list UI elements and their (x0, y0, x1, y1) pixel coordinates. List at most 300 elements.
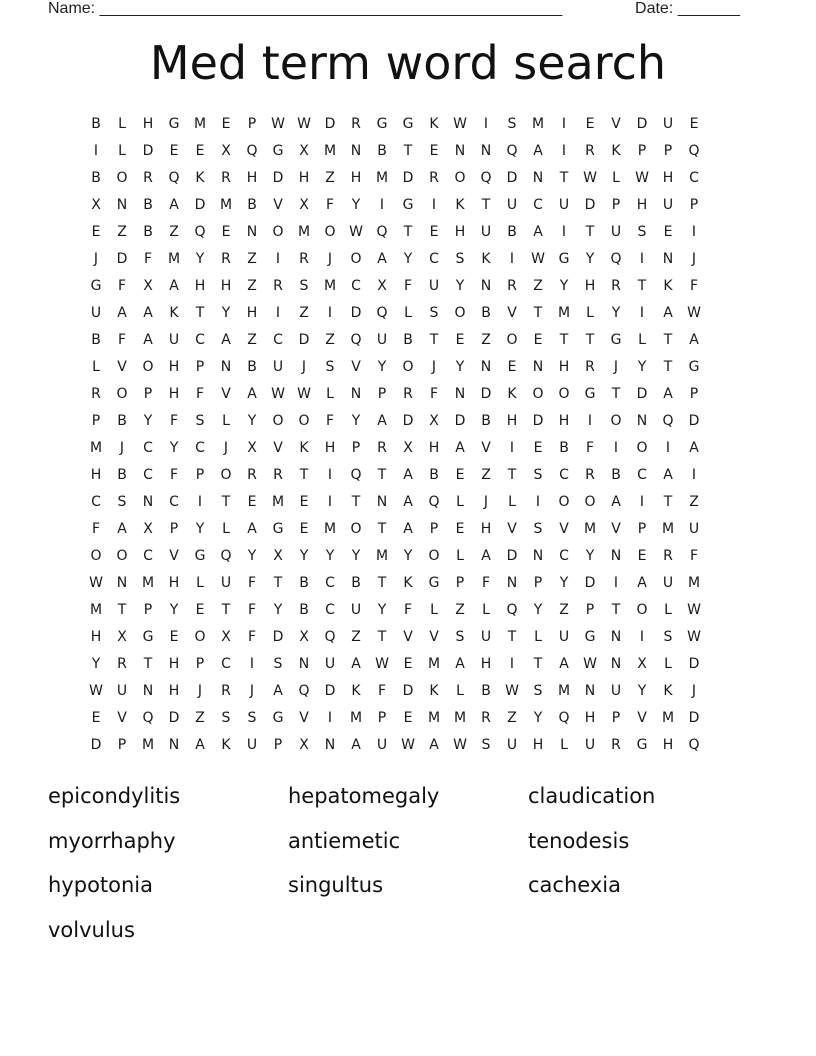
grid-letter: X (637, 656, 647, 672)
grid-letter: K (403, 575, 413, 591)
grid-letter: E (455, 521, 465, 537)
grid-letter: N (350, 386, 362, 402)
word-list-item: hepatomegaly (288, 784, 440, 808)
grid-letter: Y (195, 521, 205, 537)
grid-letter: P (169, 521, 179, 537)
grid-letter: R (663, 548, 673, 564)
grid-letter: N (324, 737, 336, 753)
grid-letter: R (611, 278, 621, 294)
grid-letter: N (480, 278, 492, 294)
grid-letter: O (350, 521, 362, 537)
grid-letter: T (377, 521, 387, 537)
grid-letter: P (377, 710, 387, 726)
grid-letter: I (249, 656, 255, 672)
grid-letter: J (197, 683, 203, 699)
grid-letter: U (610, 683, 622, 699)
grid-letter: H (90, 467, 102, 483)
grid-letter: V (559, 521, 569, 537)
grid-letter: I (561, 143, 567, 159)
grid-letter: Q (246, 143, 258, 159)
grid-letter: R (585, 467, 595, 483)
grid-letter: Q (610, 251, 622, 267)
grid-letter: P (637, 143, 647, 159)
grid-letter: Q (376, 224, 388, 240)
grid-letter: P (143, 386, 153, 402)
grid-letter: X (117, 629, 127, 645)
grid-letter: J (93, 251, 99, 267)
grid-letter: T (533, 305, 543, 321)
grid-letter: Y (377, 359, 387, 375)
grid-letter: P (585, 602, 595, 618)
grid-letter: E (455, 332, 465, 348)
grid-letter: X (143, 278, 153, 294)
grid-letter: B (481, 683, 491, 699)
grid-letter: O (636, 602, 648, 618)
grid-letter: A (273, 683, 283, 699)
grid-letter: L (560, 737, 568, 753)
grid-letter: P (429, 521, 439, 537)
grid-letter: P (195, 656, 205, 672)
grid-letter: A (429, 737, 439, 753)
grid-row (83, 516, 733, 543)
grid-letter: Y (247, 548, 257, 564)
grid-letter: D (532, 413, 544, 429)
name-field-label: Name: ____________________________________________________ (48, 0, 563, 17)
grid-letter: V (169, 548, 179, 564)
grid-letter: I (431, 197, 437, 213)
grid-letter: H (584, 710, 596, 726)
grid-letter: A (247, 386, 257, 402)
grid-letter: X (247, 440, 257, 456)
word-list-item: antiemetic (288, 828, 401, 853)
grid-letter: L (664, 602, 672, 618)
grid-letter: Q (480, 170, 492, 186)
grid-letter: O (428, 548, 440, 564)
grid-letter: V (221, 386, 231, 402)
grid-letter: I (379, 197, 385, 213)
grid-letter: K (169, 305, 179, 321)
grid-letter: C (637, 467, 647, 483)
grid-row (83, 192, 733, 219)
grid-letter: A (195, 737, 205, 753)
grid-letter: G (272, 710, 284, 726)
grid-letter: P (143, 602, 153, 618)
grid-letter: R (481, 710, 491, 726)
grid-letter: V (117, 359, 127, 375)
grid-letter: Y (637, 683, 647, 699)
grid-letter: H (480, 656, 492, 672)
grid-row (83, 219, 733, 246)
grid-letter: N (532, 548, 544, 564)
grid-letter: L (456, 548, 464, 564)
grid-letter: W (297, 116, 311, 132)
grid-letter: F (247, 602, 257, 618)
grid-letter: Y (533, 710, 543, 726)
word-list-item: myorrhaphy (48, 828, 176, 853)
grid-letter: H (168, 575, 180, 591)
grid-letter: S (533, 683, 543, 699)
grid-letter: M (349, 710, 363, 726)
grid-letter: G (610, 332, 622, 348)
grid-letter: W (89, 575, 103, 591)
grid-letter: D (506, 170, 518, 186)
grid-letter: Q (376, 305, 388, 321)
grid-letter: M (297, 224, 311, 240)
grid-letter: D (480, 386, 492, 402)
grid-letter: G (194, 548, 206, 564)
grid-letter: E (221, 224, 231, 240)
grid-letter: I (327, 305, 333, 321)
letter-grid (83, 111, 733, 759)
grid-letter: V (429, 629, 439, 645)
grid-letter: E (169, 629, 179, 645)
grid-letter: N (142, 683, 154, 699)
grid-letter: M (531, 116, 545, 132)
grid-letter: Y (585, 251, 595, 267)
grid-letter: T (663, 332, 673, 348)
grid-letter: D (688, 656, 700, 672)
grid-letter: B (559, 440, 569, 456)
grid-letter: O (584, 494, 596, 510)
grid-letter: S (455, 629, 465, 645)
grid-letter: L (612, 170, 620, 186)
grid-letter: I (535, 494, 541, 510)
grid-letter: T (611, 602, 621, 618)
grid-letter: Z (325, 332, 335, 348)
grid-letter: T (507, 467, 517, 483)
grid-letter: J (613, 359, 619, 375)
grid-letter: U (688, 521, 700, 537)
grid-letter: A (559, 656, 569, 672)
word-list-item: singultus (288, 873, 384, 897)
grid-letter: W (453, 737, 467, 753)
grid-letter: E (195, 602, 205, 618)
grid-letter: A (377, 413, 387, 429)
grid-letter: F (91, 521, 101, 537)
grid-letter: P (689, 197, 699, 213)
grid-letter: Q (350, 467, 362, 483)
grid-letter: E (299, 521, 309, 537)
grid-letter: N (610, 656, 622, 672)
grid-letter: S (429, 305, 439, 321)
grid-letter: Q (428, 494, 440, 510)
grid-letter: R (429, 170, 439, 186)
grid-letter: U (90, 305, 102, 321)
grid-letter: D (636, 386, 648, 402)
grid-letter: F (689, 548, 699, 564)
grid-letter: U (662, 116, 674, 132)
grid-row (83, 732, 733, 759)
grid-letter: T (377, 629, 387, 645)
grid-letter: B (247, 359, 257, 375)
grid-letter: T (585, 332, 595, 348)
grid-letter: T (663, 494, 673, 510)
grid-letter: V (481, 440, 491, 456)
grid-letter: A (455, 656, 465, 672)
grid-letter: E (403, 710, 413, 726)
word-list-item: cachexia (528, 873, 621, 897)
grid-letter: I (613, 440, 619, 456)
grid-letter: Z (195, 710, 205, 726)
grid-letter: M (375, 548, 389, 564)
grid-letter: Y (455, 359, 465, 375)
grid-letter: G (558, 251, 570, 267)
grid-letter: P (377, 386, 387, 402)
grid-letter: W (271, 116, 285, 132)
grid-letter: M (661, 710, 675, 726)
grid-letter: H (168, 683, 180, 699)
grid-letter: S (273, 656, 283, 672)
grid-letter: W (687, 602, 701, 618)
grid-letter: M (167, 251, 181, 267)
grid-letter: U (350, 602, 362, 618)
grid-letter: Z (247, 278, 257, 294)
grid-letter: X (91, 197, 101, 213)
grid-letter: B (91, 116, 101, 132)
grid-letter: V (273, 197, 283, 213)
grid-letter: Z (325, 170, 335, 186)
grid-letter: L (534, 629, 542, 645)
grid-letter: E (403, 656, 413, 672)
grid-letter: V (507, 305, 517, 321)
grid-letter: O (116, 386, 128, 402)
grid-letter: R (273, 467, 283, 483)
grid-letter: N (506, 575, 518, 591)
grid-letter: U (506, 197, 518, 213)
grid-letter: D (584, 197, 596, 213)
grid-letter: M (661, 521, 675, 537)
grid-letter: C (143, 467, 153, 483)
grid-letter: Z (169, 224, 179, 240)
grid-letter: U (480, 629, 492, 645)
grid-letter: J (691, 683, 697, 699)
grid-letter: Y (559, 575, 569, 591)
grid-letter: E (663, 224, 673, 240)
grid-letter: T (143, 656, 153, 672)
grid-letter: Y (351, 197, 361, 213)
grid-row (83, 678, 733, 705)
grid-letter: H (220, 278, 232, 294)
grid-letter: P (689, 386, 699, 402)
grid-letter: D (688, 413, 700, 429)
grid-letter: Y (455, 278, 465, 294)
grid-letter: P (455, 575, 465, 591)
grid-letter: K (663, 683, 673, 699)
grid-letter: M (375, 170, 389, 186)
grid-letter: L (586, 305, 594, 321)
grid-letter: T (429, 332, 439, 348)
grid-letter: H (90, 629, 102, 645)
grid-letter: I (509, 656, 515, 672)
grid-letter: C (533, 197, 543, 213)
grid-letter: L (326, 386, 334, 402)
grid-letter: R (273, 278, 283, 294)
grid-letter: P (117, 737, 127, 753)
grid-letter: Y (403, 548, 413, 564)
grid-letter: G (636, 737, 648, 753)
grid-letter: Q (298, 683, 310, 699)
grid-letter: S (299, 278, 309, 294)
grid-letter: G (272, 143, 284, 159)
grid-letter: D (116, 251, 128, 267)
grid-letter: A (377, 251, 387, 267)
grid-letter: J (301, 359, 307, 375)
grid-letter: V (351, 359, 361, 375)
grid-letter: A (403, 467, 413, 483)
grid-letter: D (636, 116, 648, 132)
grid-letter: X (299, 629, 309, 645)
grid-letter: F (117, 332, 127, 348)
grid-row (83, 624, 733, 651)
grid-letter: S (637, 224, 647, 240)
grid-letter: E (429, 224, 439, 240)
grid-letter: O (194, 629, 206, 645)
grid-letter: E (221, 116, 231, 132)
grid-letter: W (375, 656, 389, 672)
grid-letter: B (403, 332, 413, 348)
grid-letter: M (427, 656, 441, 672)
grid-letter: S (247, 710, 257, 726)
grid-letter: I (509, 440, 515, 456)
grid-letter: H (142, 116, 154, 132)
grid-letter: W (635, 170, 649, 186)
grid-letter: K (299, 440, 309, 456)
grid-letter: D (454, 413, 466, 429)
grid-letter: W (687, 305, 701, 321)
grid-letter: G (142, 629, 154, 645)
grid-letter: L (482, 602, 490, 618)
grid-row (83, 651, 733, 678)
grid-row (83, 354, 733, 381)
grid-letter: Y (195, 251, 205, 267)
grid-letter: M (583, 521, 597, 537)
grid-letter: D (298, 332, 310, 348)
grid-letter: W (349, 224, 363, 240)
grid-letter: Q (142, 710, 154, 726)
grid-letter: K (455, 197, 465, 213)
grid-letter: A (689, 440, 699, 456)
grid-letter: H (532, 737, 544, 753)
grid-letter: D (402, 170, 414, 186)
grid-letter: W (271, 386, 285, 402)
grid-letter: J (431, 359, 437, 375)
grid-letter: P (351, 440, 361, 456)
grid-letter: G (376, 116, 388, 132)
grid-letter: C (325, 575, 335, 591)
grid-letter: X (143, 521, 153, 537)
grid-letter: E (507, 359, 517, 375)
grid-letter: B (299, 602, 309, 618)
grid-letter: B (481, 305, 491, 321)
grid-letter: U (558, 629, 570, 645)
grid-letter: V (299, 710, 309, 726)
grid-letter: C (143, 548, 153, 564)
grid-letter: W (583, 656, 597, 672)
grid-letter: I (639, 251, 645, 267)
grid-letter: Y (273, 602, 283, 618)
grid-letter: D (688, 710, 700, 726)
word-list-item: volvulus (48, 917, 135, 942)
grid-letter: X (299, 737, 309, 753)
grid-letter: O (324, 224, 336, 240)
grid-letter: O (610, 413, 622, 429)
grid-letter: H (636, 197, 648, 213)
grid-letter: R (221, 170, 231, 186)
grid-letter: Y (143, 413, 153, 429)
grid-letter: L (456, 683, 464, 699)
grid-letter: O (116, 548, 128, 564)
grid-letter: O (220, 467, 232, 483)
grid-letter: P (663, 143, 673, 159)
grid-letter: L (638, 332, 646, 348)
grid-letter: N (584, 683, 596, 699)
grid-row (83, 165, 733, 192)
grid-letter: T (533, 656, 543, 672)
grid-letter: Y (533, 602, 543, 618)
grid-letter: F (689, 278, 699, 294)
grid-letter: Y (585, 548, 595, 564)
grid-letter: C (143, 440, 153, 456)
word-list-item: hypotonia (48, 873, 154, 897)
grid-row (83, 489, 733, 516)
grid-letter: X (221, 629, 231, 645)
grid-letter: I (275, 251, 281, 267)
grid-letter: Q (506, 143, 518, 159)
grid-letter: O (402, 359, 414, 375)
grid-letter: M (219, 197, 233, 213)
grid-letter: H (584, 278, 596, 294)
grid-letter: H (662, 737, 674, 753)
grid-letter: G (584, 629, 596, 645)
grid-letter: E (533, 332, 543, 348)
grid-letter: V (507, 521, 517, 537)
grid-letter: F (403, 278, 413, 294)
grid-letter: N (142, 494, 154, 510)
grid-letter: D (324, 683, 336, 699)
grid-letter: R (585, 359, 595, 375)
grid-letter: I (639, 629, 645, 645)
grid-letter: A (689, 332, 699, 348)
grid-letter: A (611, 494, 621, 510)
grid-letter: X (299, 197, 309, 213)
grid-letter: P (533, 575, 543, 591)
grid-letter: T (663, 359, 673, 375)
grid-letter: O (142, 359, 154, 375)
grid-letter: R (507, 278, 517, 294)
grid-letter: X (273, 548, 283, 564)
grid-letter: A (663, 386, 673, 402)
grid-letter: S (507, 116, 517, 132)
grid-letter: O (272, 224, 284, 240)
grid-letter: N (220, 359, 232, 375)
grid-letter: N (532, 170, 544, 186)
grid-letter: B (91, 170, 101, 186)
grid-letter: L (222, 521, 230, 537)
grid-letter: I (665, 440, 671, 456)
grid-letter: O (636, 440, 648, 456)
grid-letter: Z (247, 251, 257, 267)
grid-letter: R (585, 143, 595, 159)
grid-letter: I (327, 467, 333, 483)
grid-letter: X (403, 440, 413, 456)
grid-letter: Y (351, 413, 361, 429)
grid-letter: Q (324, 629, 336, 645)
grid-letter: K (429, 116, 439, 132)
grid-letter: J (249, 683, 255, 699)
grid-letter: R (221, 251, 231, 267)
grid-letter: E (585, 116, 595, 132)
grid-letter: H (168, 656, 180, 672)
